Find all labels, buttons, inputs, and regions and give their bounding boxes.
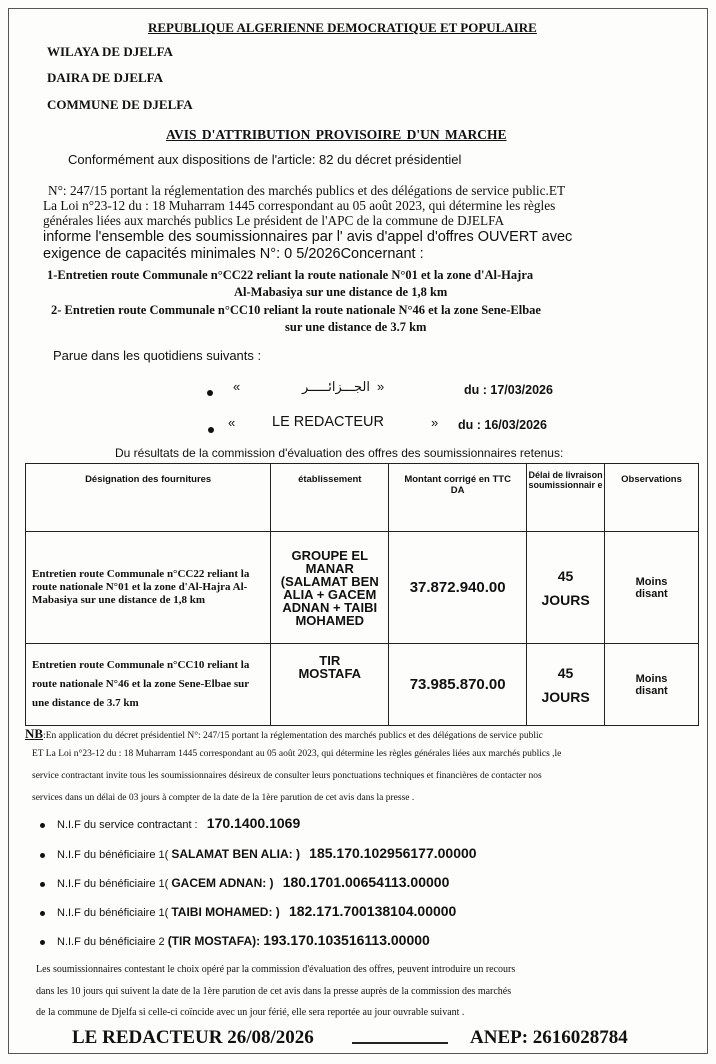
nif-beneficiary-3: N.I.F du bénéficiaire 1( TAIBI MOHAMED: ) 182.171.700138104.00000 <box>40 903 456 919</box>
recours-line-1: Les soumissionnaires contestant le choix opéré par la commission d'évaluation des offres, peuvent introduire un recours <box>36 964 516 975</box>
published-label: Parue dans les quotidiens suivants : <box>53 348 262 363</box>
nif-beneficiary-4: N.I.F du bénéficiaire 2 (TIR MOSTAFA): 193.170.103516113.00000 <box>40 932 430 948</box>
row-1-observation: Moins disant <box>605 532 699 644</box>
header-montant: Montant corrigé en TTC DA <box>389 464 527 532</box>
table-row <box>26 532 699 644</box>
paragraph-line-1: N°: 247/15 portant la réglementation des marchés publics et des délégations de service public.ET <box>48 183 566 198</box>
results-table <box>25 463 699 726</box>
newspaper-2-name: LE REDACTEUR <box>272 414 384 430</box>
row-1-designation: Entretien route Communale n°CC22 reliant la route nationale N°01 et la zone d'Al-Hajra Al-Mabasiya sur une distance de 1,8 km <box>26 532 271 644</box>
results-title: Du résultats de la commission d'évaluation des offres des soumissionnaires retenus: <box>115 446 564 460</box>
row-1-delai-value: 45 <box>557 567 574 584</box>
newspaper-1-close: » <box>377 379 385 394</box>
wilaya-line: WILAYA DE DJELFA <box>47 44 173 59</box>
row-1-etablissement: GROUPE EL MANAR (SALAMAT BEN ALIA + GACEM ADNAN + TAIBI MOHAMED <box>271 532 389 644</box>
newspaper-2-open: « <box>228 415 236 430</box>
row-1-montant: 37.872.940.00 <box>389 532 527 644</box>
row-2-etablissement: TIR MOSTAFA <box>271 644 389 726</box>
newspaper-1-open: « <box>233 379 241 394</box>
newspaper-2-date: du : 16/03/2026 <box>458 418 547 432</box>
row-2-designation: Entretien route Communale n°CC10 reliant la route nationale N°46 et la zone Sene-Elbae sur une distance de 3.7 km <box>26 644 271 726</box>
lot-2-line-1: 2- Entretien route Communale n°CC10 reliant la route nationale N°46 et la zone Sene-Elbae <box>51 303 541 317</box>
nif-beneficiary-1: N.I.F du bénéficiaire 1( SALAMAT BEN ALIA: ) 185.170.102956177.00000 <box>40 845 477 861</box>
row-2-observation: Moins disant <box>605 644 699 726</box>
row-2-montant: 73.985.870.00 <box>389 644 527 726</box>
header-observations: Observations <box>605 464 699 532</box>
table-row <box>26 644 699 726</box>
newspaper-2-close: » <box>431 415 439 430</box>
nif-beneficiary-2: N.I.F du bénéficiaire 1( GACEM ADNAN: ) 180.1701.00654113.00000 <box>40 874 449 890</box>
nb-label: NB <box>25 726 44 741</box>
daira-line: DAIRA DE DJELFA <box>47 70 164 85</box>
row-2-delai <box>527 644 605 726</box>
footer-anep: ANEP: 2616028784 <box>470 1027 628 1048</box>
newspaper-1-name: الجـــزائـــــر <box>302 379 371 394</box>
lot-1-line-2: Al-Mabasiya sur une distance de 1,8 km <box>234 285 448 299</box>
header-designation: Désignation des fournitures <box>26 464 271 532</box>
newspaper-bullet-2 <box>208 421 214 439</box>
header-etablissement: établissement <box>271 464 389 532</box>
nif-service: N.I.F du service contractant : 170.1400.1069 <box>40 815 300 831</box>
lot-1-line-1: 1-Entretien route Communale n°CC22 reliant la route nationale N°01 et la zone d'Al-Hajra <box>47 268 534 282</box>
intro-text: Conformément aux dispositions de l'article: 82 du décret présidentiel <box>68 152 462 167</box>
paragraph-line-2: La Loi n°23-12 du : 18 Muharram 1445 correspondant au 05 août 2023, qui détermine les règles <box>43 198 556 213</box>
nb-line-3: service contractant invite tous les soumissionnaires désireux de consulter leurs ponctuations techniques et financièrеs de contacter nos <box>32 771 542 781</box>
newspaper-bullet-1 <box>207 384 213 402</box>
commune-line: COMMUNE DE DJELFA <box>47 97 193 112</box>
recours-line-2: dans les 10 jours qui suivent la date de la 1ère parution de cet avis dans la presse auprès de la commission des marchés <box>36 986 512 997</box>
nb-line-2: ET La Loi n°23-12 du : 18 Muharram 1445 correspondant au 05 août 2023, qui détermine les règles générales liées aux marchés publics ,le <box>32 749 562 759</box>
republic-heading: REPUBLIQUE ALGERIENNE DEMOCRATIQUE ET POPULAIRE <box>148 20 537 35</box>
row-1-delai-unit: JOURS <box>541 591 590 608</box>
table-header-row <box>26 464 699 532</box>
recours-line-3: de la commune de Djelfa si celle-ci coïncide avec un jour férié, elle sera reportée au jour ouvrable suivant . <box>36 1007 465 1018</box>
footer-redacteur: LE REDACTEUR 26/08/2026 <box>72 1027 314 1048</box>
notice-title: AVIS D'ATTRIBUTION PROVISOIRE D'UN MARCHE <box>166 127 507 142</box>
nb-line-4: services dans un délai de 03 jours à compter de la date de la 1ère parution de cet avis dans la presse . <box>32 793 415 803</box>
row-1-delai <box>527 532 605 644</box>
paragraph-line-3: générales liées aux marchés publics Le président de l'APC de la commune de DJELFA <box>43 213 505 228</box>
header-delai: Délai de livraison soumissionnair e <box>527 464 605 532</box>
footer-separator <box>352 1042 448 1044</box>
paragraph-line-5: exigence de capacités minimales N°: 0 5/2026Concernant : <box>43 246 424 262</box>
paragraph-line-4: informe l'ensemble des soumissionnaires par l' avis d'appel d'offres OUVERT avec <box>43 229 573 245</box>
lot-2-line-2: sur une distance de 3.7 km <box>285 320 427 334</box>
nb-line-1: NB:En application du décret présidentiel N°: 247/15 portant la réglementation des marchés publics et des délégations de service public <box>25 726 543 741</box>
row-2-delai-unit: JOURS <box>541 688 590 705</box>
newspaper-1-date: du : 17/03/2026 <box>464 383 553 397</box>
row-2-delai-value: 45 <box>557 664 574 681</box>
